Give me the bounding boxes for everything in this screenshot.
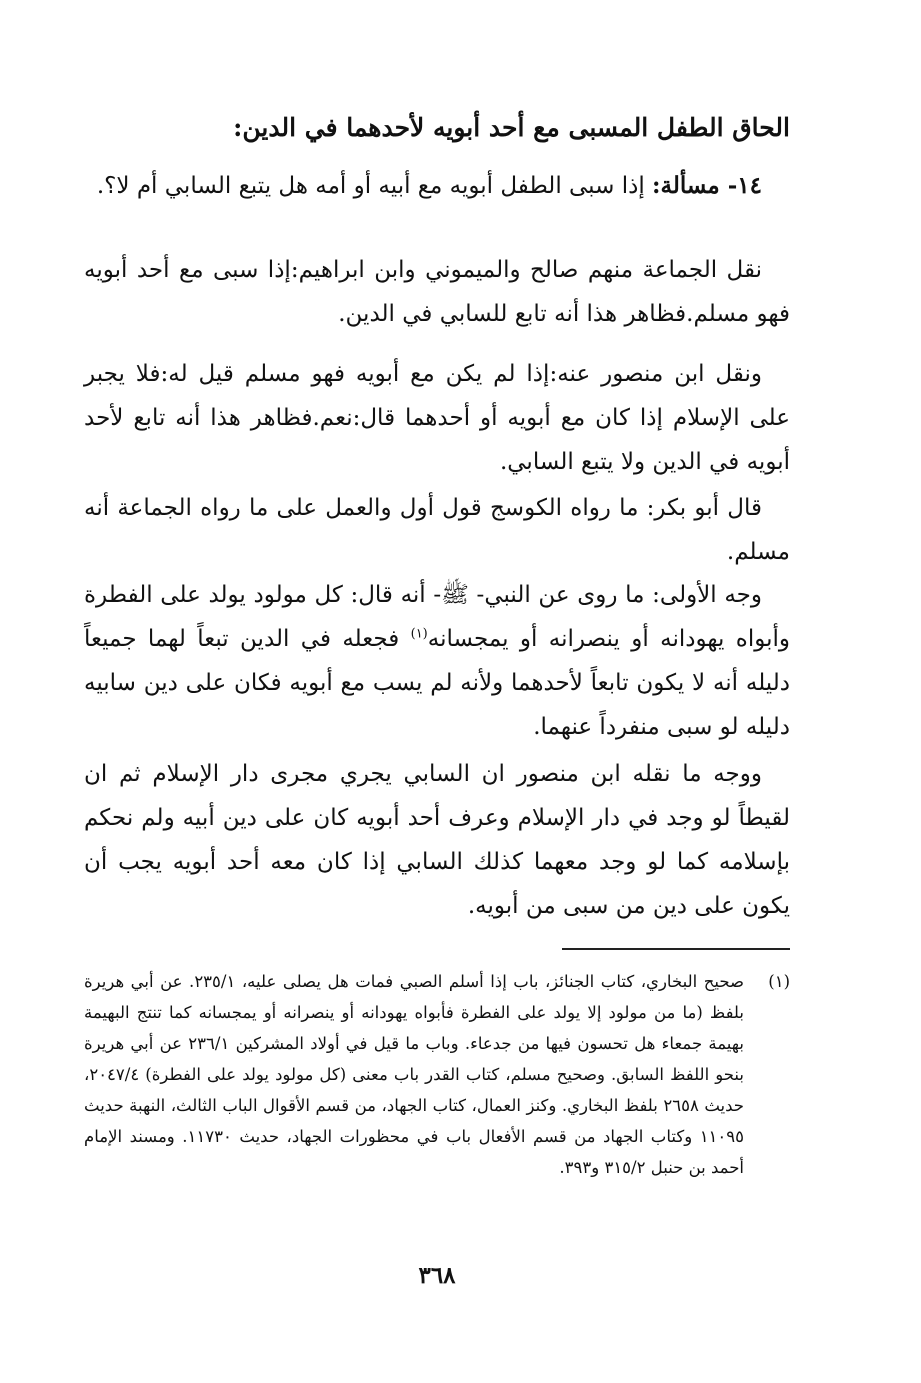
paragraph-ibn-mansur: ونقل ابن منصور عنه:إذا لم يكن مع أبويه فهو مسلم قيل له:فلا يجبر على الإسلام إذا كان مع أبويه أو أحدهما قال:نعم.فظاهر هذا أنه تابع لأحد أبويه في الدين ولا يتبع السابي. <box>84 361 790 475</box>
hadith-text-before: وجه الأولى: ما روى عن النبي- ﷺ- أنه قال: كل مولود يولد على الفطرة وأبواه يهودانه أو ينصرانه أو يمجسانه <box>84 582 790 652</box>
paragraph-hadith <box>84 573 790 749</box>
issue-number: ١٤- مسألة: <box>652 172 762 199</box>
paragraph-second-view: ووجه ما نقله ابن منصور ان السابي يجري مجرى دار الإسلام ثم ان لقيطاً لو وجد في دار الإسلام وعرف أحد أبويه كان على دين أبيه ولم نحكم بإسلامه كما لو وجد معهما كذلك السابي إذا كان معه أحد أبويه يجب أن يكون على دين من سبى من أبويه. <box>84 761 790 919</box>
footnote-text: صحيح البخاري، كتاب الجنائز، باب إذا أسلم الصبي فمات هل يصلى عليه، ٢٣٥/١. عن أبي هريرة بلفظ (ما من مولود إلا يولد على الفطرة فأبواه يهودانه أو ينصرانه أو يمجسانه كما تنتج البهيمة بهيمة جمعاء هل تحسون فيها من جدعاء. وباب ما قيل في أولاد المشركين ٢٣٦/١ عن أبي هريرة بنحو اللفظ السابق. وصحيح مسلم، كتاب القدر باب معنى (كل مولود يولد على الفطرة) ٢٠٤٧/٤، حديث ٢٦٥٨ بلفظ البخاري. وكنز العمال، كتاب الجهاد، من قسم الأقوال الباب الثالث، النهبة حديث ١١٠٩٥ وكتاب الجهاد من قسم الأفعال باب في محظورات الجهاد، حديث ١١٧٣٠. ومسند الإمام أحمد بن حنبل ٣١٥/٢ و٣٩٣. <box>84 972 745 1177</box>
paragraph-abu-bakr: قال أبو بكر: ما رواه الكوسج قول أول والعمل على ما رواه الجماعة أنه مسلم. <box>84 495 790 565</box>
issue-paragraph <box>84 164 790 208</box>
footnote-separator <box>562 948 790 950</box>
issue-text: إذا سبى الطفل أبويه مع أبيه أو أمه هل يتبع السابي أم لا؟. <box>96 173 653 199</box>
document-page <box>84 0 790 1383</box>
footnote-marker: (١) <box>410 626 428 642</box>
footnote-number: (١) <box>768 972 790 991</box>
footnote <box>84 966 790 1183</box>
section-heading: الحاق الطفل المسبى مع أحد أبويه لأحدهما في الدين: <box>233 113 790 142</box>
page-number: ٣٦٨ <box>418 1262 456 1289</box>
hadith-text-after: فجعله في الدين تبعاً لهما جميعاً دليله أنه لا يكون تابعاً لأحدهما ولأنه لم يسب مع أبويه فكان على دين سابيه دليله لو سبى منفرداً عنهما. <box>84 626 790 740</box>
paragraph-jamaah: نقل الجماعة منهم صالح والميموني وابن ابراهيم:إذا سبى مع أحد أبويه فهو مسلم.فظاهر هذا أنه تابع للسابي في الدين. <box>84 257 790 327</box>
